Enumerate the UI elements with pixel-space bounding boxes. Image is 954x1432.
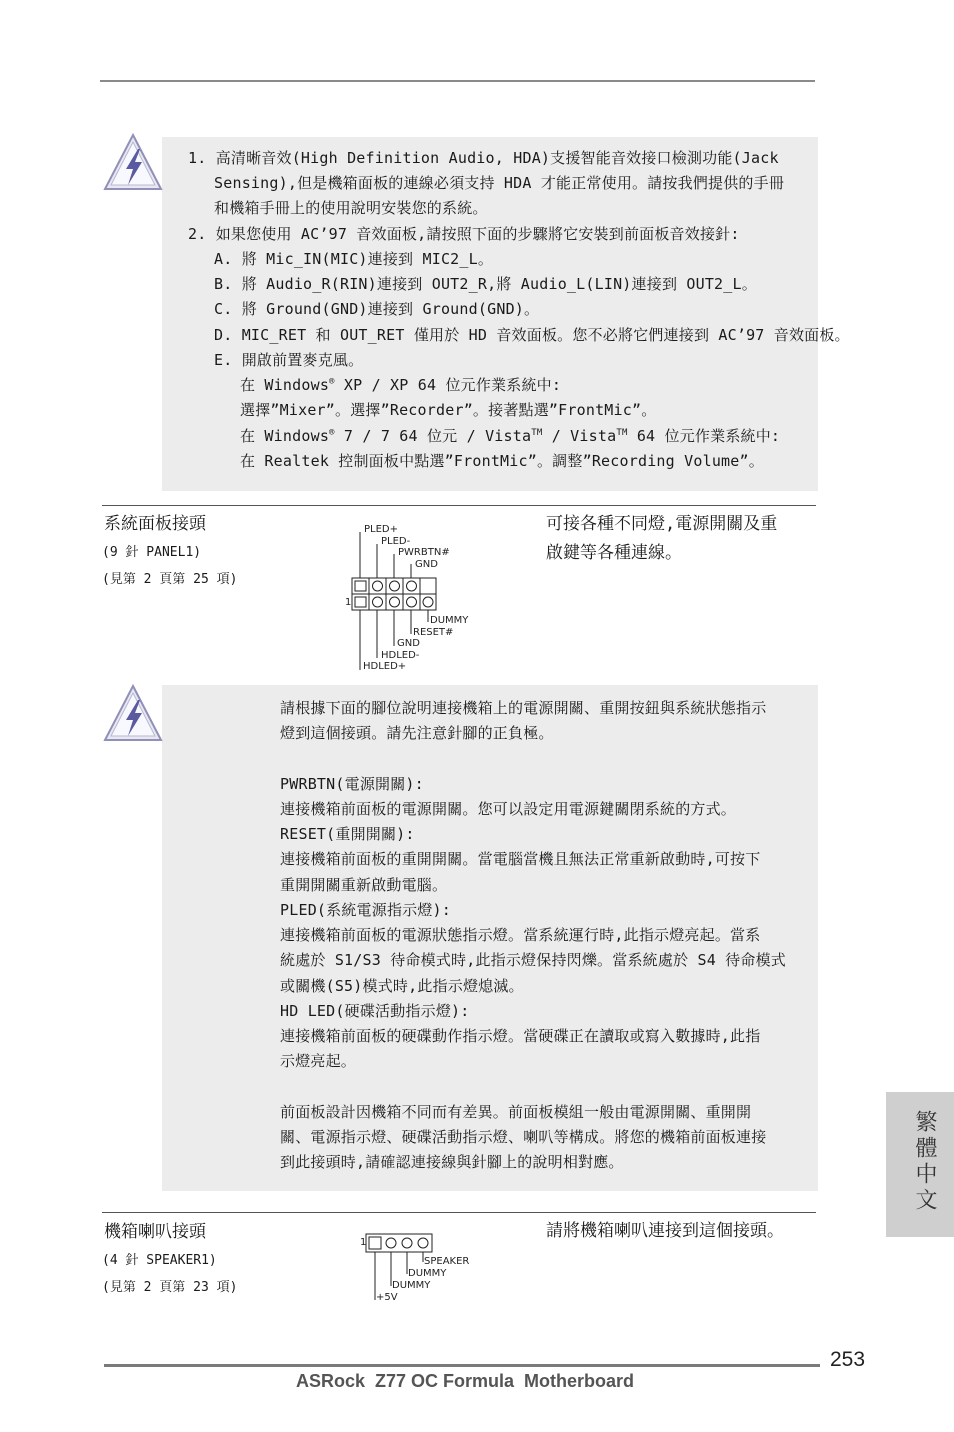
note1-win7-line <box>240 426 780 446</box>
speaker-header-title: 機箱喇叭接頭 <box>104 1222 206 1242</box>
note1-line-1: 1. 高清晰音效(High Definition Audio, HDA)支援智能音效接口檢測功能(Jack <box>188 149 779 167</box>
note2-line-11: 統處於 S1/S3 待命模式時,此指示燈保持閃爍。當系統處於 S4 待命模式 <box>280 951 786 969</box>
pin-label-dummy: DUMMY <box>430 615 469 626</box>
note2-line-14: 連接機箱前面板的硬碟動作指示燈。當硬碟正在讀取或寫入數據時,此指 <box>280 1027 761 1045</box>
note2-line-9: PLED(系統電源指示燈): <box>280 901 452 919</box>
panel-header-pins: (9 針 PANEL1) <box>102 545 202 560</box>
note2-line-10: 連接機箱前面板的電源狀態指示燈。當系統運行時,此指示燈亮起。當系 <box>280 926 761 944</box>
win7-text-c: / Vista <box>542 427 617 445</box>
warning-icon <box>102 131 164 193</box>
note1-line-3: 和機箱手冊上的使用說明安裝您的系統。 <box>214 199 488 217</box>
reg-mark: ® <box>329 377 335 387</box>
speaker-pin-label-dummy-2: DUMMY <box>392 1280 431 1291</box>
note2-line-17: 前面板設計因機箱不同而有差異。前面板模組一般由電源開關、重開開 <box>280 1103 752 1121</box>
footer-rule <box>104 1364 820 1367</box>
speaker-pin-label-dummy-1: DUMMY <box>408 1268 447 1279</box>
tm-mark: TM <box>531 428 543 438</box>
note2-line-19: 到此接頭時,請確認連接線與針腳上的說明相對應。 <box>280 1153 624 1171</box>
speaker-header-ref: (見第 2 頁第 23 項) <box>102 1280 238 1295</box>
note1-win7-steps: 在 Realtek 控制面板中點選”FrontMic”。調整”Recording Volume”。 <box>240 452 764 470</box>
panel-header-desc-2: 啟鍵等各種連線。 <box>546 543 682 563</box>
note2-line-7: 連接機箱前面板的重開開關。當電腦當機且無法正常重新啟動時,可按下 <box>280 850 761 868</box>
note2-line-15: 示燈亮起。 <box>280 1052 357 1070</box>
pin-label-gnd-bottom: GND <box>397 638 420 649</box>
language-tab-label: 繁體中文 <box>912 1110 937 1214</box>
note2-line-8: 重開開關重新啟動電腦。 <box>280 876 448 894</box>
speaker-header-pins: (4 針 SPEAKER1) <box>102 1253 217 1268</box>
pin-label-hdled-plus: HDLED+ <box>363 661 407 672</box>
panel-header-desc-1: 可接各種不同燈,電源開關及重 <box>546 514 778 534</box>
win7-text-a: 在 Windows <box>240 427 330 445</box>
note2-line-6: RESET(重開開關): <box>280 825 415 843</box>
tm-mark: TM <box>616 428 628 438</box>
page-number: 253 <box>830 1348 866 1371</box>
pin-label-gnd-top: GND <box>415 559 438 570</box>
panel-header-title: 系統面板接頭 <box>104 514 206 534</box>
speaker-pin-label-5v: +5V <box>376 1292 398 1303</box>
note1-line-8: D. MIC_RET 和 OUT_RET 僅用於 HD 音效面板。您不必將它們連接到 AC’97 音效面板。 <box>214 326 850 344</box>
win7-text-b: 7 / 7 64 位元 / Vista <box>334 427 532 445</box>
note2-line-4: PWRBTN(電源開關): <box>280 775 424 793</box>
note1-line-6: B. 將 Audio_R(RIN)連接到 OUT2_R,將 Audio_L(LIN)連接到 OUT2_L。 <box>214 275 757 293</box>
pin-label-hdled-minus: HDLED- <box>381 650 420 661</box>
top-rule <box>100 80 815 82</box>
panel-header-ref: (見第 2 頁第 25 項) <box>102 572 238 587</box>
reg-mark: ® <box>329 428 335 438</box>
warning-icon <box>102 682 164 744</box>
note2-line-5: 連接機箱前面板的電源開關。您可以設定用電源鍵關閉系統的方式。 <box>280 800 737 818</box>
footer-product-name: ASRock Z77 OC Formula Motherboard <box>296 1371 635 1391</box>
speaker-pin-label-1: 1 <box>360 1237 367 1248</box>
win7-text-d: 64 位元作業系統中: <box>627 427 781 445</box>
note1-line-9: E. 開啟前置麥克風。 <box>214 351 364 369</box>
note1-xp-steps: 選擇”Mixer”。選擇”Recorder”。接著點選”FrontMic”。 <box>240 401 657 419</box>
panel-section-rule <box>102 505 816 506</box>
note1-line-2: Sensing),但是機箱面板的連線必須支持 HDA 才能正常使用。請按我們提供的手冊 <box>214 174 785 192</box>
pin-label-pled-minus: PLED- <box>381 536 411 547</box>
pin-label-pwrbtn: PWRBTN# <box>398 547 450 558</box>
language-side-tab <box>886 1092 954 1237</box>
note1-line-4: 2. 如果您使用 AC’97 音效面板,請按照下面的步驟將它安裝到前面板音效接針: <box>188 225 740 243</box>
note2-line-1: 請根據下面的腳位說明連接機箱上的電源開關、重開按鈕與系統狀態指示 <box>280 699 767 717</box>
note2-line-2: 燈到這個接頭。請先注意針腳的正負極。 <box>280 724 554 742</box>
speaker-pin-label-speaker: SPEAKER <box>424 1256 470 1267</box>
note1-winxp-line <box>240 375 561 395</box>
winxp-text-a: 在 Windows <box>240 376 330 394</box>
winxp-text-b: XP / XP 64 位元作業系統中: <box>334 376 562 394</box>
speaker-section-rule <box>102 1212 816 1213</box>
note2-line-13: HD LED(硬碟活動指示燈): <box>280 1002 470 1020</box>
speaker-header-desc: 請將機箱喇叭連接到這個接頭。 <box>546 1221 784 1241</box>
pin-label-1: 1 <box>345 597 352 608</box>
pin-label-reset: RESET# <box>413 627 454 638</box>
note1-line-5: A. 將 Mic_IN(MIC)連接到 MIC2_L。 <box>214 250 494 268</box>
note2-line-18: 關、電源指示燈、硬碟活動指示燈、喇叭等構成。將您的機箱前面板連接 <box>280 1128 767 1146</box>
pin-label-pled-plus: PLED+ <box>364 524 398 535</box>
note1-line-7: C. 將 Ground(GND)連接到 Ground(GND)。 <box>214 300 540 318</box>
note2-line-12: 或關機(S5)模式時,此指示燈熄滅。 <box>280 977 524 995</box>
